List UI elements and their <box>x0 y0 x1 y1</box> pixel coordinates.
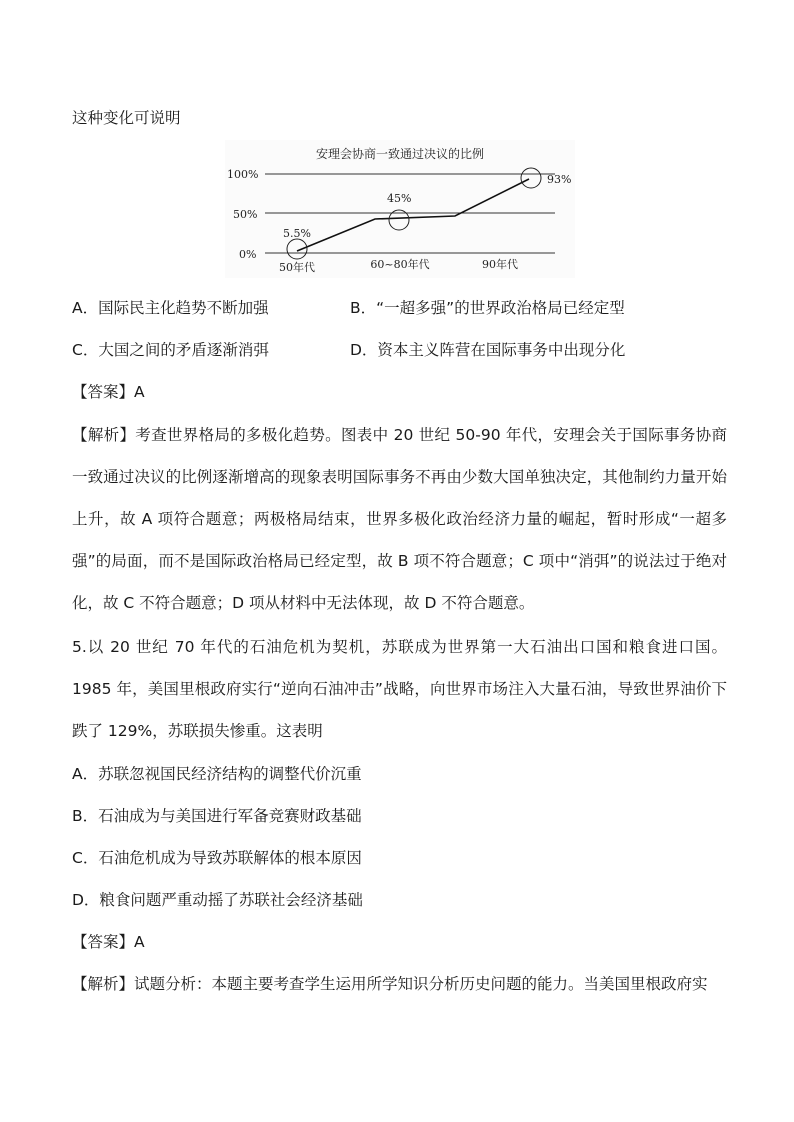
q4-option-c: C．大国之间的矛盾逐渐消弭 <box>72 341 269 359</box>
q5-analysis: 【解析】试题分析：本题主要考查学生运用所学知识分析历史问题的能力。当美国里根政府实 <box>72 975 708 993</box>
chart-title: 安理会协商一致通过决议的比例 <box>315 147 485 161</box>
q4-option-b: B．“一超多强”的世界政治格局已经定型 <box>350 299 625 317</box>
q4-option-a: A．国际民主化趋势不断加强 <box>72 299 269 317</box>
q5-option-d: D．粮食问题严重动摇了苏联社会经济基础 <box>72 891 363 909</box>
data-label-60-80s: 45% <box>387 192 412 205</box>
q5-option-b: B．石油成为与美国进行军备竞赛财政基础 <box>72 807 362 825</box>
q5-option-c: C．石油危机成为导致苏联解体的根本原因 <box>72 849 362 867</box>
x-tick-50s: 50年代 <box>279 261 315 274</box>
q5-stem: 5.以 20 世纪 70 年代的石油危机为契机，苏联成为世界第一大石油出口国和粮食进口国。1985 年，美国里根政府实行“逆向石油冲击”战略，向世界市场注入大量石油，导致世界油价下跌了 129%，苏联损失惨重。这表明 <box>72 638 727 740</box>
y-tick-50: 50% <box>233 208 258 221</box>
q4-analysis: 【解析】考查世界格局的多极化趋势。图表中 20 世纪 50-90 年代，安理会关于国际事务协商一致通过决议的比例逐渐增高的现象表明国际事务不再由少数大国单独决定，其他制约力量开始上升，故 A 项符合题意；两极格局结束，世界多极化政治经济力量的崛起，暂时形成“一超多强”的局面，而不是国际政治格局已经定型，故 B 项不符合题意；C 项中“消弭”的说法过于绝对化，故 C 不符合题意；D 项从材料中无法体现，故 D 不符合题意。 <box>72 426 727 612</box>
data-label-90s: 93% <box>547 173 572 186</box>
q4-option-d: D．资本主义阵营在国际事务中出现分化 <box>350 341 626 359</box>
y-tick-0: 0% <box>239 248 257 261</box>
q5-option-a: A．苏联忽视国民经济结构的调整代价沉重 <box>72 765 362 783</box>
x-tick-90s: 90年代 <box>482 258 518 271</box>
q4-answer: 【答案】A <box>72 383 145 401</box>
consensus-ratio-chart <box>225 140 575 278</box>
x-tick-60-80s: 60~80年代 <box>370 258 430 271</box>
q5-answer: 【答案】A <box>72 933 145 951</box>
y-tick-100: 100% <box>227 168 259 181</box>
question-intro: 这种变化可说明 <box>72 109 181 127</box>
data-label-50s: 5.5% <box>283 227 311 240</box>
